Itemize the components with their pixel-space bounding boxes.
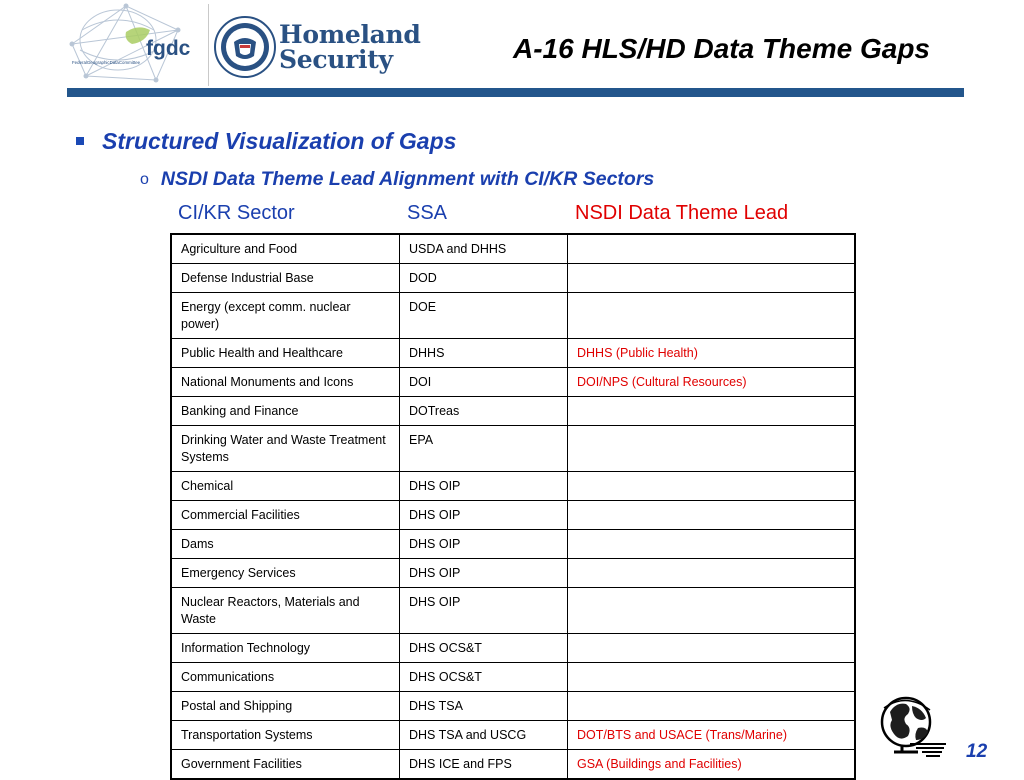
lead-cell: GSA (Buildings and Facilities) <box>568 750 856 780</box>
bullet-level2 <box>140 168 654 191</box>
ssa-cell: DOE <box>400 293 568 339</box>
table-row <box>171 397 855 426</box>
table-row <box>171 634 855 663</box>
table-row <box>171 234 855 264</box>
sector-cell: Communications <box>171 663 400 692</box>
ssa-cell: DHS TSA and USCG <box>400 721 568 750</box>
table-row <box>171 721 855 750</box>
lead-cell <box>568 501 856 530</box>
table-row <box>171 530 855 559</box>
dhs-wordmark <box>279 22 421 72</box>
lead-cell <box>568 634 856 663</box>
bullet-level2-text: NSDI Data Theme Lead Alignment with CI/KR Sectors <box>160 168 655 190</box>
lead-cell <box>568 530 856 559</box>
lead-cell: DOI/NPS (Cultural Resources) <box>568 368 856 397</box>
lead-cell: DHHS (Public Health) <box>568 339 856 368</box>
sector-cell: Commercial Facilities <box>171 501 400 530</box>
sector-cell: National Monuments and Icons <box>171 368 400 397</box>
page-number: 12 <box>966 741 988 762</box>
sector-cell: Nuclear Reactors, Materials and Waste <box>171 588 400 634</box>
ssa-cell: DOI <box>400 368 568 397</box>
lead-cell <box>568 234 856 264</box>
sector-table <box>170 233 856 780</box>
lead-cell <box>568 692 856 721</box>
ssa-cell: DHS OIP <box>400 472 568 501</box>
table-row <box>171 750 855 780</box>
column-header-ssa: SSA <box>407 202 448 224</box>
ssa-cell: DHS OIP <box>400 501 568 530</box>
slide-title: A-16 HLS/HD Data Theme Gaps <box>513 33 930 64</box>
table-row <box>171 692 855 721</box>
table-row <box>171 559 855 588</box>
table-row <box>171 368 855 397</box>
ssa-cell: DHHS <box>400 339 568 368</box>
column-header-lead: NSDI Data Theme Lead <box>575 202 789 224</box>
ssa-cell: DHS ICE and FPS <box>400 750 568 780</box>
table-row <box>171 501 855 530</box>
globe-icon <box>876 694 948 760</box>
table-row <box>171 472 855 501</box>
ssa-cell: USDA and DHHS <box>400 234 568 264</box>
lead-cell <box>568 559 856 588</box>
ssa-cell: DHS OCS&T <box>400 634 568 663</box>
sector-cell: Banking and Finance <box>171 397 400 426</box>
table-row <box>171 264 855 293</box>
svg-text:FederalGeographicDataCommittee: FederalGeographicDataCommittee <box>72 60 141 65</box>
column-header-sector: CI/KR Sector <box>178 202 295 224</box>
ssa-cell: DHS OCS&T <box>400 663 568 692</box>
sector-cell: Government Facilities <box>171 750 400 780</box>
sector-cell: Transportation Systems <box>171 721 400 750</box>
sector-cell: Defense Industrial Base <box>171 264 400 293</box>
sector-cell: Chemical <box>171 472 400 501</box>
bullet-level1 <box>76 128 456 155</box>
sector-cell: Public Health and Healthcare <box>171 339 400 368</box>
lead-cell <box>568 588 856 634</box>
dhs-wordmark-line2: Security <box>279 45 393 74</box>
sector-cell: Postal and Shipping <box>171 692 400 721</box>
lead-cell <box>568 663 856 692</box>
lead-cell <box>568 293 856 339</box>
table-row <box>171 426 855 472</box>
slide-header <box>0 0 1024 100</box>
fgdc-logo-icon <box>66 0 206 86</box>
svg-text:fgdc: fgdc <box>146 37 191 60</box>
title-underline-bar <box>67 88 964 97</box>
bullet-level1-text: Structured Visualization of Gaps <box>102 128 457 154</box>
ssa-cell: DHS OIP <box>400 530 568 559</box>
sector-cell: Drinking Water and Waste Treatment Systems <box>171 426 400 472</box>
ssa-cell: DHS OIP <box>400 588 568 634</box>
ssa-cell: EPA <box>400 426 568 472</box>
table-row <box>171 339 855 368</box>
sector-cell: Information Technology <box>171 634 400 663</box>
dhs-wordmark-line1: Homeland <box>279 20 421 49</box>
dhs-seal-icon <box>214 16 276 78</box>
table-row <box>171 293 855 339</box>
table-row <box>171 588 855 634</box>
lead-cell <box>568 264 856 293</box>
ssa-cell: DOD <box>400 264 568 293</box>
sector-cell: Dams <box>171 530 400 559</box>
ssa-cell: DOTreas <box>400 397 568 426</box>
lead-cell <box>568 472 856 501</box>
ssa-cell: DHS OIP <box>400 559 568 588</box>
lead-cell <box>568 426 856 472</box>
sector-cell: Agriculture and Food <box>171 234 400 264</box>
table-row <box>171 663 855 692</box>
square-bullet-icon <box>76 137 84 145</box>
sector-cell: Energy (except comm. nuclear power) <box>171 293 400 339</box>
ssa-cell: DHS TSA <box>400 692 568 721</box>
lead-cell: DOT/BTS and USACE (Trans/Marine) <box>568 721 856 750</box>
header-divider <box>208 4 209 86</box>
sector-cell: Emergency Services <box>171 559 400 588</box>
circle-bullet-icon: o <box>140 170 149 188</box>
lead-cell <box>568 397 856 426</box>
